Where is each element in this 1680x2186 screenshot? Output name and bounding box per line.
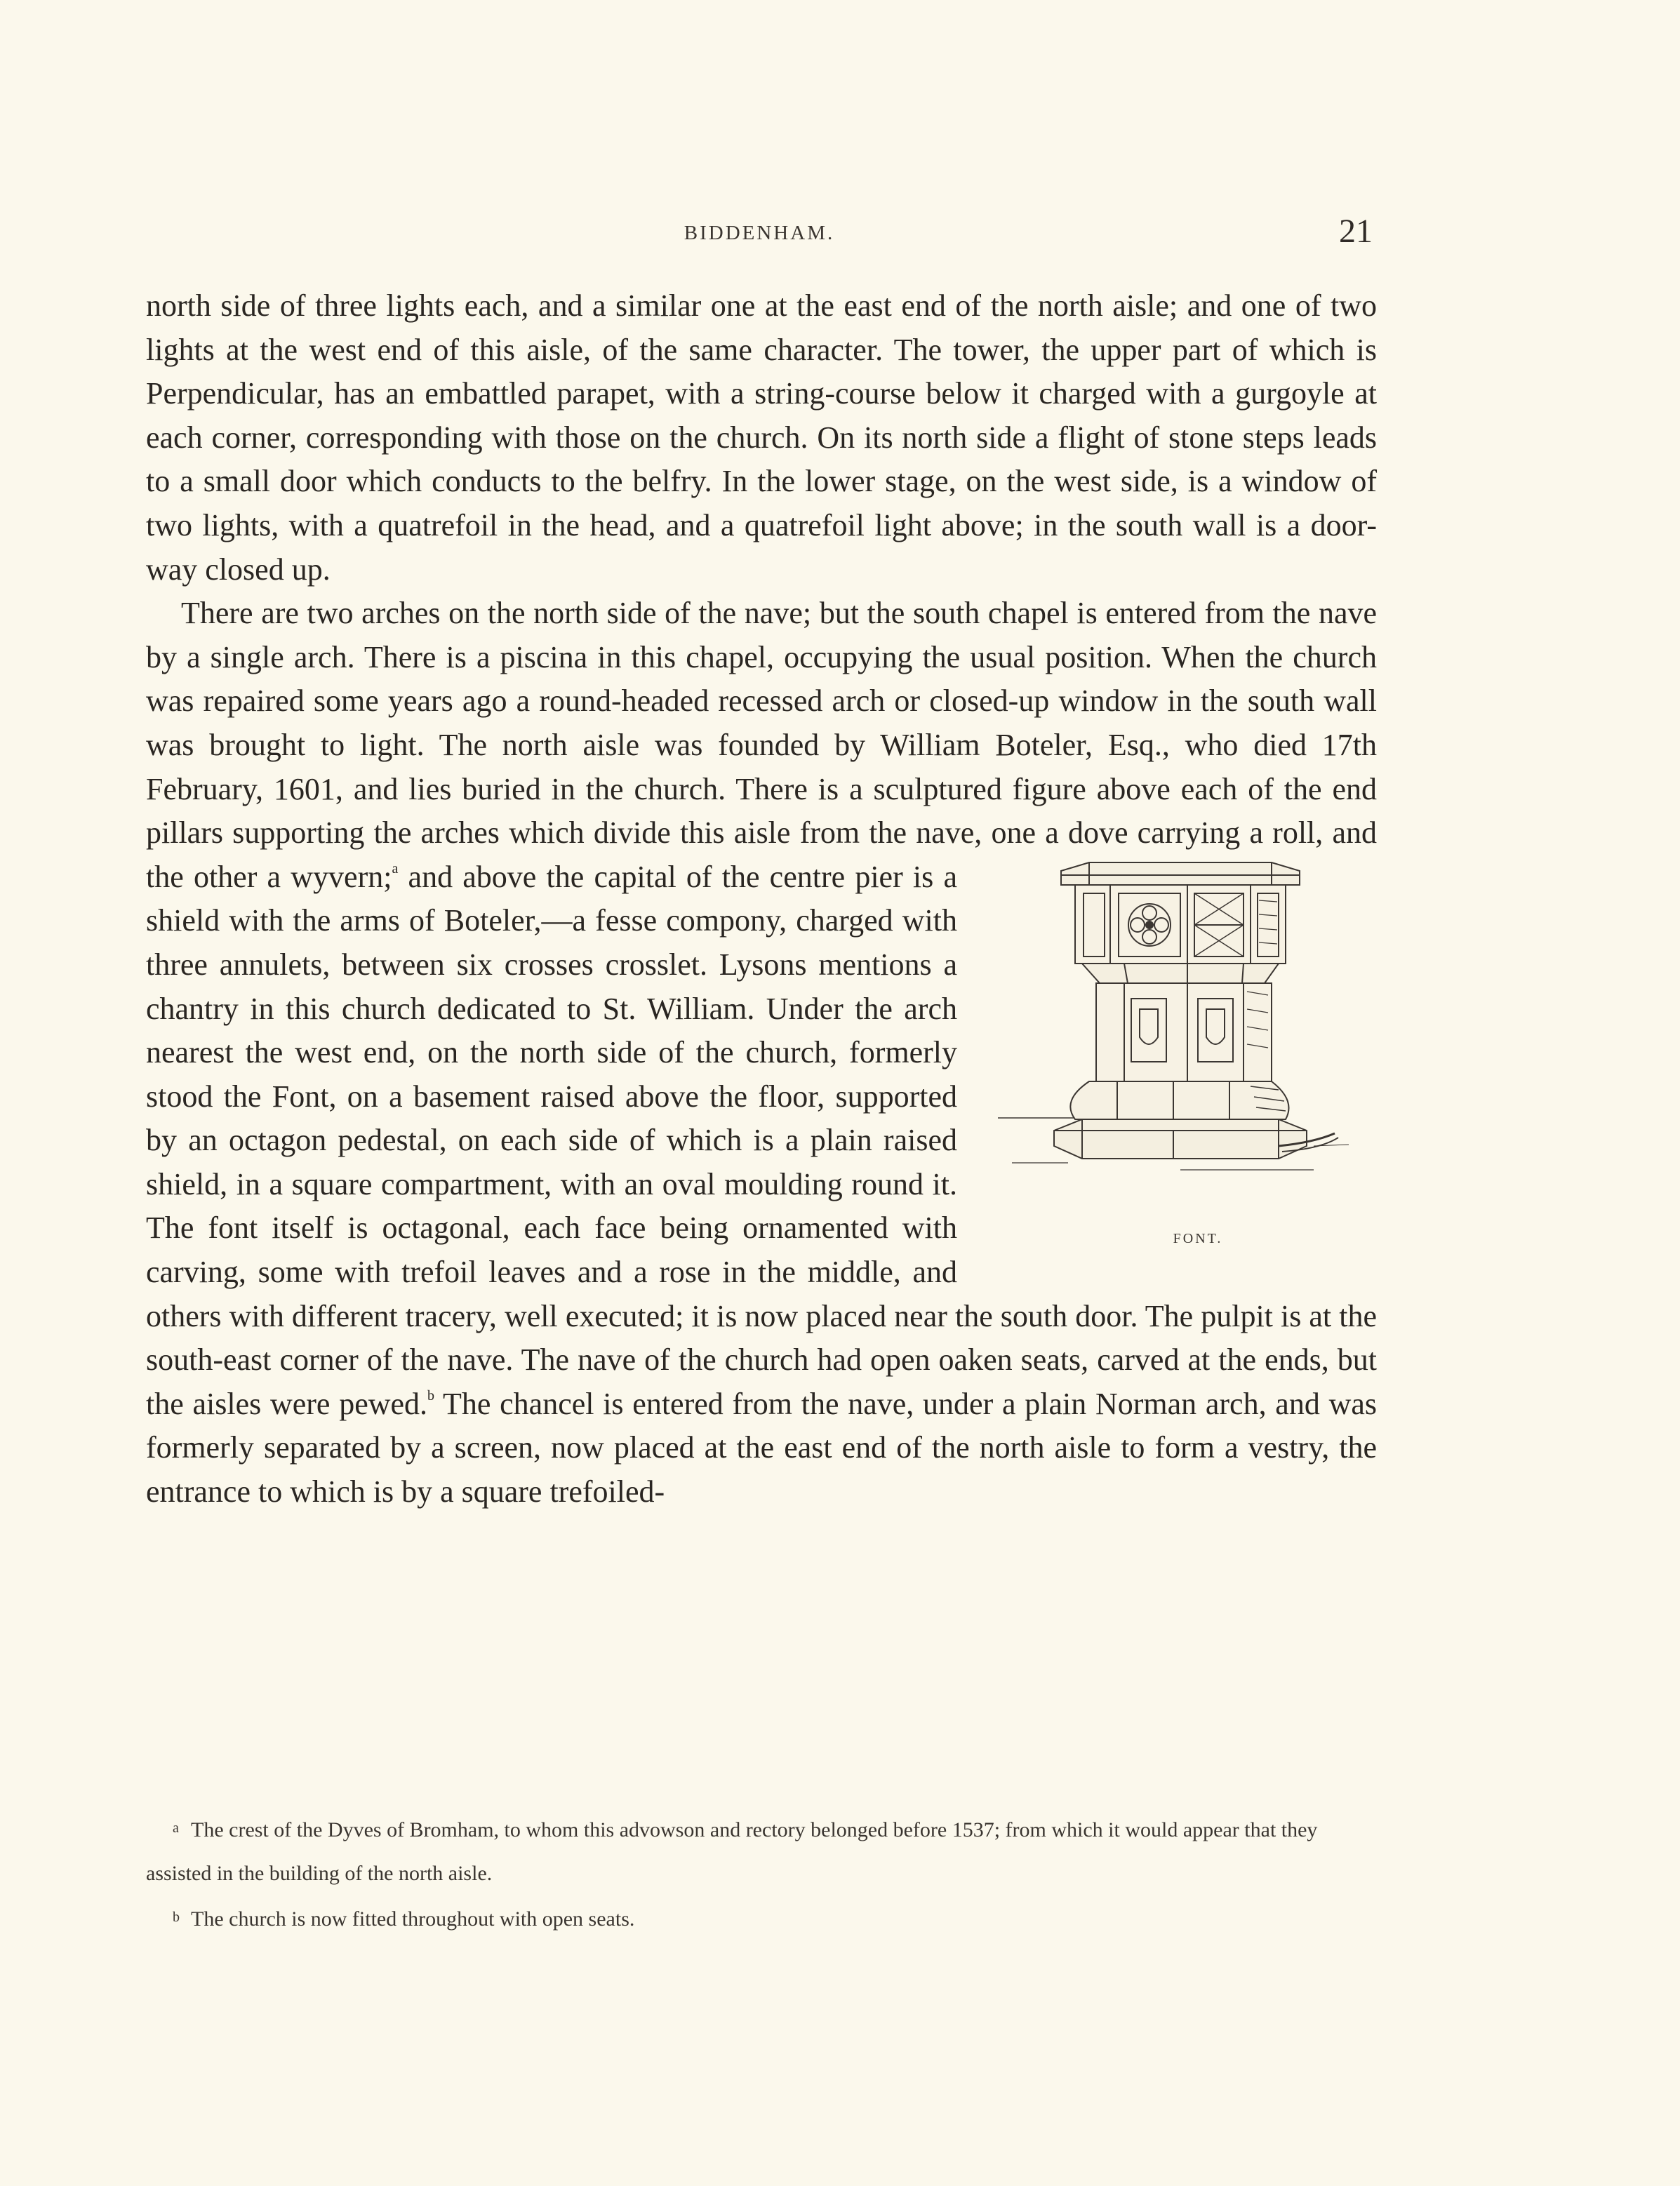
footnote-ref-a[interactable]: a — [392, 860, 399, 877]
paragraph-2 — [146, 592, 1377, 1514]
font-figure — [984, 858, 1377, 1275]
footnote-a — [146, 1806, 1377, 1895]
figure-caption: FONT. — [1173, 1231, 1223, 1247]
paragraph-2-text-3: The chancel is entered from the nave, under a plain Norman arch, and was formerly separated by a screen, now placed at the east end of the north aisle to form a vestry, the entrance to which is by a square trefoiled- — [146, 1386, 1378, 1509]
running-title: BIDDENHAM. — [684, 222, 835, 244]
footnote-a-text: The crest of the Dyves of Bromham, to whom this advowson and rectory belonged before 1537; from which it would appear that they assisted in the building of the north aisle. — [146, 1818, 1318, 1885]
footnote-b-marker: b — [173, 1910, 180, 1925]
footnotes — [146, 1806, 1377, 1941]
running-head — [146, 212, 1373, 254]
paragraph-2-text-2: and above the capital of the centre pier is a shield with the arms of Boteler,—a fesse compony, charged with three annulets, between six crosses crosslet. Lysons mentions a chantry in this church dedicated to St. William. Under the arch nearest the west end, on the north side of the church, formerly stood the Font, on a basement raised above the floor, supported by an octagon pedestal, on each side of which is a plain raised shield, in a square compartment, with an oval moulding round it. The font itself is octagonal, each face being ornamented with carving, some with trefoil leaves and a rose in the middle, and others with different tracery, well executed; it is now placed near the south door. The pulpit is at the south-east corner of the nave. The nave of the church had open oaken seats, carved at the ends, but the aisles were pewed. — [146, 859, 1377, 1421]
paragraph-1: north side of three lights each, and a similar one at the east end of the north aisle; and one of two lights at the west end of this aisle, of the same character. The tower, the upper part of which is Perpendicular, has an embattled parapet, with a string-course below it charged with a gurgoyle at each corner, corresponding with those on the church. On its north side a flight of stone steps leads to a small door which conducts to the belfry. In the lower stage, on the west side, is a window of two lights, with a quatrefoil in the head, and a quatrefoil light above; in the south wall is a door-way closed up. — [146, 288, 1377, 587]
page-number: 21 — [1339, 213, 1373, 250]
body-text — [146, 284, 1377, 1514]
footnote-b — [146, 1895, 1377, 1941]
footnote-ref-b[interactable]: b — [427, 1387, 435, 1404]
font-illustration — [984, 858, 1377, 1275]
footnote-a-marker: a — [173, 1820, 179, 1836]
paragraph-2-text-1: There are two arches on the north side of the nave; but the south chapel is entered from the nave by a single arch. There is a piscina in this chapel, occupying the usual position. When the church was repaired some years ago a round-headed recessed arch or closed-up window in the south wall was brought to light. The north aisle was founded by William Boteler, Esq., who died 17th February, 1601, and lies buried in the church. There is a sculptured figure above each of the end pillars supporting the arches which divide this aisle from the nave, one a dove carrying a roll, and the other a wyvern; — [146, 596, 1377, 894]
footnote-b-text: The church is now fitted throughout with open seats. — [191, 1907, 635, 1931]
